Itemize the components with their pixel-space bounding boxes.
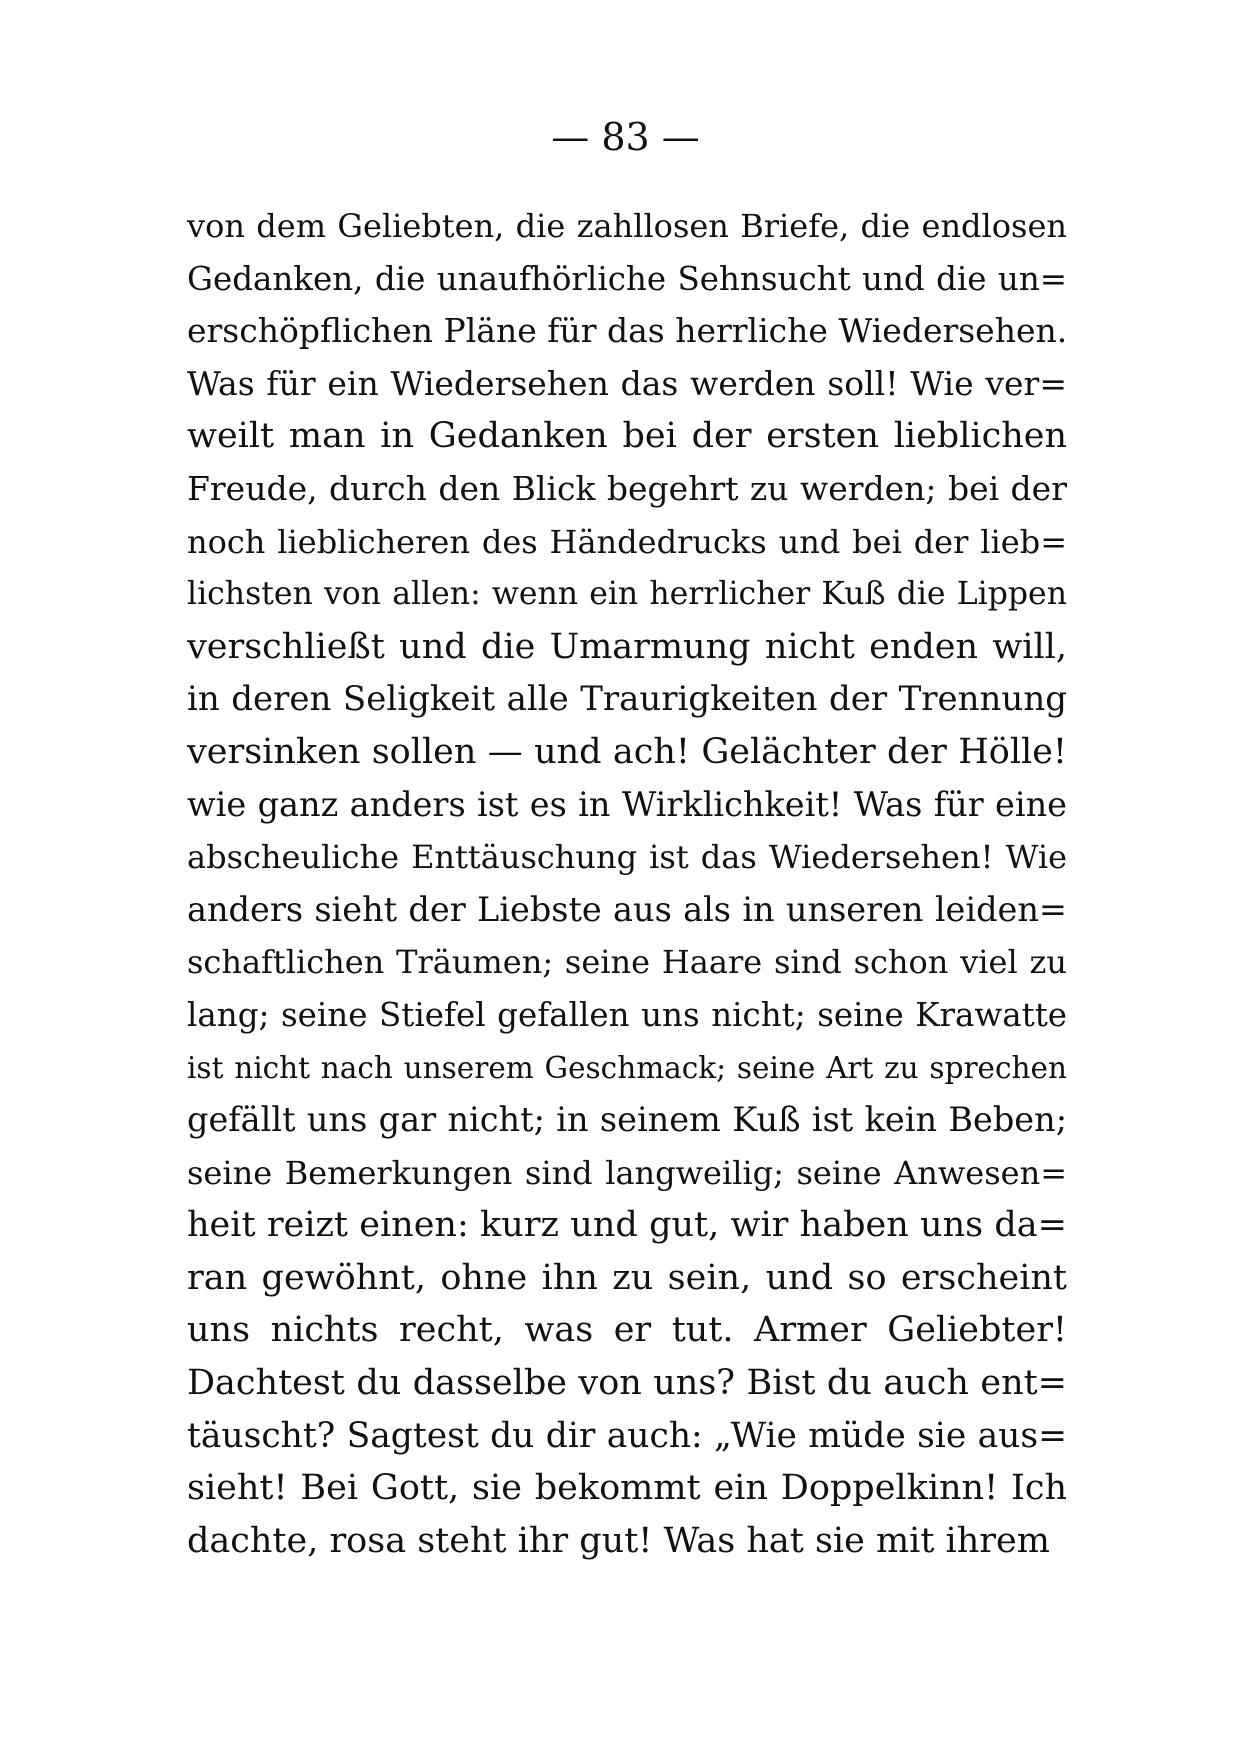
text-line: in deren Seligkeit alle Traurigkeiten der Trennung <box>187 679 1067 720</box>
text-line: täuscht? Sagtest du dir auch: „Wie müde sie aus= <box>187 1415 1067 1456</box>
text-line: anders sieht der Liebste aus als in unseren leiden= <box>187 889 1067 929</box>
text-line: heit reizt einen: kurz und gut, wir haben uns da= <box>187 1205 1067 1246</box>
text-line: seine Bemerkungen sind langweilig; seine Anwesen= <box>187 1153 1067 1192</box>
text-line: noch lieblicheren des Händedrucks und bei der lieb= <box>187 522 1067 561</box>
text-line: Was für ein Wiedersehen das werden soll! Wie ver= <box>187 363 1067 403</box>
text-line: verschließt und die Umarmung nicht enden will, <box>187 626 1067 667</box>
text-line: uns nichts recht, was er tut. Armer Geliebter! <box>187 1310 1067 1351</box>
text-line: gefällt uns gar nicht; in seinem Kuß ist kein Beben; <box>187 1100 1067 1140</box>
text-line: erschöpflichen Pläne für das herrliche Wiedersehen. <box>187 311 1068 351</box>
text-line: versinken sollen — und ach! Gelächter der Hölle! <box>187 731 1067 772</box>
text-line: lang; seine Stiefel gefallen uns nicht; seine Krawatte <box>187 995 1067 1034</box>
text-line: weilt man in Gedanken bei der ersten lieblichen <box>187 416 1067 457</box>
text-line: abscheuliche Enttäuschung ist das Wiedersehen! Wie <box>187 838 1067 877</box>
text-line: lichsten von allen: wenn ein herrlicher Kuß die Lippen <box>187 576 1067 613</box>
text-line: Dachtest du dasselbe von uns? Bist du auch ent= <box>187 1363 1067 1404</box>
text-line: dachte, rosa steht ihr gut! Was hat sie mit ihrem <box>187 1520 1050 1561</box>
text-line: Freude, durch den Blick begehrt zu werden; bei der <box>187 468 1067 508</box>
text-line: Gedanken, die unaufhörliche Sehnsucht und die un= <box>187 259 1067 298</box>
text-line: ist nicht nach unserem Geschmack; seine Art zu sprechen <box>187 1050 1067 1085</box>
text-line: sieht! Bei Gott, sie bekommt ein Doppelkinn! Ich <box>187 1468 1067 1509</box>
body-text <box>187 200 1067 1567</box>
text-line: schaftlichen Träumen; seine Haare sind schon viel zu <box>187 943 1067 982</box>
text-line: wie ganz anders ist es in Wirklichkeit! Was für eine <box>187 784 1067 824</box>
text-line: von dem Geliebten, die zahllosen Briefe, die endlosen <box>187 207 1067 245</box>
page-number: — 83 — <box>551 115 700 159</box>
text-line: ran gewöhnt, ohne ihn zu sein, und so erscheint <box>187 1257 1067 1298</box>
